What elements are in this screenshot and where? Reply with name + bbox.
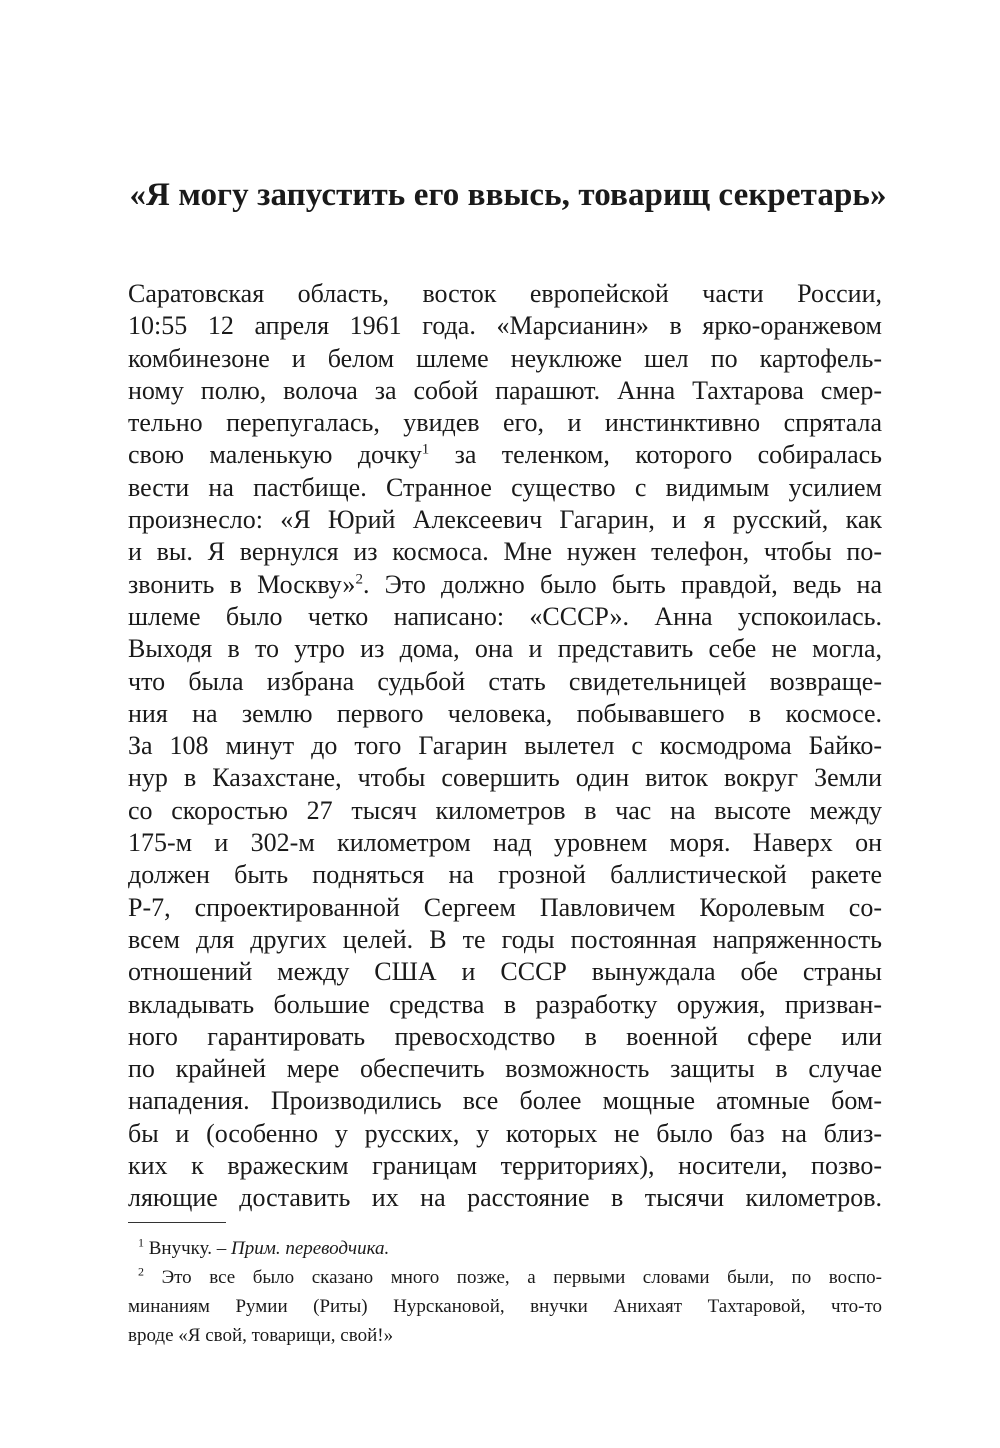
footnote-mark-1: 1 bbox=[138, 1235, 144, 1250]
footnote-mark-2: 2 bbox=[138, 1264, 144, 1279]
text-line: всем для других целей. В те годы постоянная напряженность bbox=[128, 924, 882, 954]
text-line: ного гарантировать превосходство в военной сфере или bbox=[128, 1021, 882, 1051]
text-line: комбинезоне и белом шлеме неуклюже шел по картофель- bbox=[128, 343, 882, 373]
text-line: ния на землю первого человека, побывавшего в космосе. bbox=[128, 698, 882, 728]
footnote-1-text: Внучку. – bbox=[144, 1238, 231, 1259]
text-line: со скоростью 27 тысяч километров в час на высоте между bbox=[128, 795, 882, 825]
footnote-2-line: вроде «Я свой, товарищи, свой!» bbox=[128, 1325, 394, 1346]
footnote-2-line: минаниям Румии (Риты) Нурскановой, внучки Анихаят Тахтаровой, что-то bbox=[128, 1296, 882, 1317]
footnote-divider bbox=[128, 1222, 226, 1223]
text-segment: . Это должно было быть правдой, ведь на bbox=[362, 569, 882, 599]
footnote-1-note: Прим. переводчика. bbox=[230, 1238, 390, 1259]
page bbox=[128, 0, 887, 1448]
text-line: вкладывать большие средства в разработку оружия, призван- bbox=[128, 989, 882, 1019]
text-line: произнесло: «Я Юрий Алексеевич Гагарин, и я русский, как bbox=[128, 505, 882, 535]
text-line: 10:55 12 апреля 1961 года. «Марсианин» в ярко-оранжевом bbox=[128, 311, 882, 341]
text-line: бы и (особенно у русских, у которых не было баз на близ- bbox=[128, 1118, 882, 1148]
text-line: по крайней мере обеспечить возможность защиты в случае bbox=[128, 1054, 882, 1084]
text-line bbox=[128, 569, 882, 601]
text-line: Р-7, спроектированной Сергеем Павловичем Королевым со- bbox=[128, 892, 882, 922]
text-line: нападения. Производились все более мощные атомные бом- bbox=[128, 1086, 882, 1116]
chapter-title: «Я могу запустить его ввысь, товарищ секретарь» bbox=[129, 177, 887, 213]
text-line: 175-м и 302-м километром над уровнем моря. Наверх он bbox=[128, 828, 882, 858]
text-line: шлеме было четко написано: «СССР». Анна успокоилась. bbox=[128, 601, 882, 631]
text-line: отношений между США и СССР вынуждала обе страны bbox=[128, 957, 882, 987]
body-paragraph bbox=[128, 278, 882, 1215]
text-line: ких к вражеским границам территориях), носители, позво- bbox=[128, 1151, 882, 1181]
text-line: тельно перепугалась, увидев его, и инстинктивно спрятала bbox=[128, 408, 882, 438]
footnote-ref-1[interactable]: 1 bbox=[421, 441, 430, 458]
text-line bbox=[128, 439, 882, 471]
text-segment: свою маленькую дочку bbox=[128, 440, 422, 470]
text-line: нур в Казахстане, чтобы совершить один виток вокруг Земли bbox=[128, 763, 882, 793]
text-line: и вы. Я вернулся из космоса. Мне нужен телефон, чтобы по- bbox=[128, 537, 882, 567]
footnote-2-line bbox=[128, 1263, 882, 1292]
text-line: За 108 минут до того Гагарин вылетел с космодрома Байко- bbox=[128, 731, 882, 761]
text-line: что была избрана судьбой стать свидетельницей возвраще- bbox=[128, 666, 882, 696]
text-segment: звонить в Москву» bbox=[128, 569, 356, 599]
text-segment: за теленком, которого собиралась bbox=[429, 440, 882, 470]
text-line: должен быть подняться на грозной баллистической ракете bbox=[128, 860, 882, 890]
footnote-2-text: Это все было сказано много позже, а первыми словами были, по воспо- bbox=[144, 1267, 882, 1288]
text-line: ляющие доставить их на расстояние в тысячи километров. bbox=[128, 1183, 882, 1213]
footnote-1 bbox=[128, 1234, 882, 1263]
text-line: вести на пастбище. Странное существо с видимым усилием bbox=[128, 472, 882, 502]
text-line: ному полю, волоча за собой парашют. Анна Тахтарова смер- bbox=[128, 375, 882, 405]
text-line: Выходя в то утро из дома, она и представить себе не могла, bbox=[128, 634, 882, 664]
footnote-ref-2[interactable]: 2 bbox=[355, 571, 363, 588]
footnotes bbox=[128, 1234, 882, 1350]
text-line: Саратовская область, восток европейской части России, bbox=[128, 279, 882, 308]
